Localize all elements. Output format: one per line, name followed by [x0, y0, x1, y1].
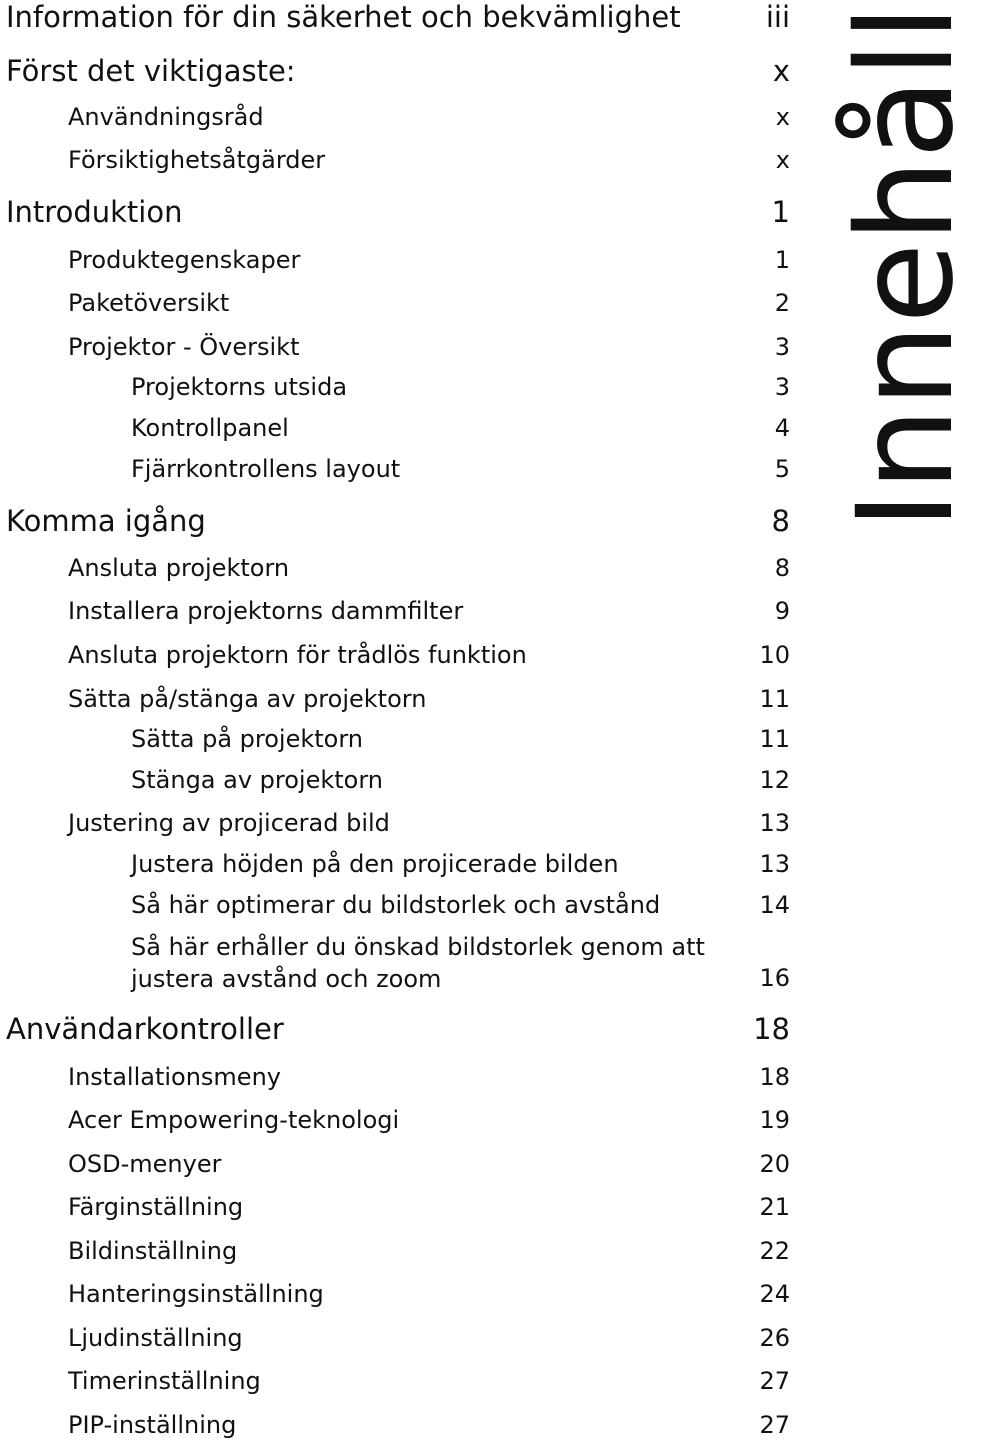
toc-entry-page: 2 [774, 289, 790, 317]
toc-entry-title: Färginställning [68, 1193, 244, 1221]
toc-entry-title: Timerinställning [68, 1367, 261, 1395]
toc-entry-title: Ansluta projektorn för trådlös funktion [68, 641, 527, 669]
toc-entry-title: Så här erhåller du önskad bildstorlek genom att justera avstånd och zoom [131, 933, 705, 993]
toc-entry-page: 19 [759, 1106, 790, 1134]
toc-entry-page: 9 [774, 597, 790, 625]
toc-entry-title: PIP-inställning [68, 1411, 237, 1439]
toc-entry-title: Justera höjden på den projicerade bilden [131, 850, 619, 878]
toc-entry-title: Ljudinställning [68, 1324, 243, 1352]
toc-entry-title: Komma igång [6, 504, 206, 538]
toc-entry-title: Ansluta projektorn [68, 554, 290, 582]
toc-entry-page: 10 [759, 641, 790, 669]
toc-entry-title: Försiktighetsåtgärder [68, 146, 326, 174]
toc-entry-page: 13 [759, 850, 790, 878]
toc-entry-page: 8 [771, 504, 790, 538]
toc-entry-title: Introduktion [6, 195, 183, 229]
toc-entry-page: 20 [759, 1150, 790, 1178]
toc-entry-title: Information för din säkerhet och bekvämlighet [6, 0, 681, 34]
toc-entry-title: Stänga av projektorn [131, 766, 384, 794]
toc-entry-page: 18 [753, 1012, 790, 1046]
toc-entry-page: 27 [759, 1367, 790, 1395]
toc-entry-title: Så här optimerar du bildstorlek och avstånd [131, 891, 661, 919]
toc-entry-page: 26 [759, 1324, 790, 1352]
toc-entry-page: 13 [759, 809, 790, 837]
toc-entry-page: 8 [774, 554, 790, 582]
toc-entry-page: 11 [759, 685, 790, 713]
toc-entry-title: Fjärrkontrollens layout [131, 455, 401, 483]
toc-entry-page: 14 [759, 891, 790, 919]
toc-entry-title: Sätta på projektorn [131, 725, 364, 753]
toc-entry-title: Först det viktigaste: [6, 54, 296, 88]
toc-entry-page: 12 [759, 766, 790, 794]
toc-entry-title: Användarkontroller [6, 1012, 284, 1046]
toc-entry-page: 11 [759, 725, 790, 753]
toc-entry-page: 18 [759, 1063, 790, 1091]
toc-entry-page: 4 [774, 414, 790, 442]
toc-entry-page: 24 [759, 1280, 790, 1308]
toc-entry-title: Justering av projicerad bild [68, 809, 390, 837]
toc-entry-title: Hanteringsinställning [68, 1280, 324, 1308]
toc-entry-page: 1 [774, 246, 790, 274]
toc-entry-title: Projektor - Översikt [68, 333, 300, 361]
toc-entry-page: 16 [759, 964, 790, 992]
toc-entry-page: 1 [771, 195, 790, 229]
toc-entry-page: 3 [774, 373, 790, 401]
toc-entry-page: x [775, 103, 790, 131]
toc-entry-title: Produktegenskaper [68, 246, 301, 274]
toc-entry-title: Installationsmeny [68, 1063, 281, 1091]
toc-entry-page: 27 [759, 1411, 790, 1439]
toc-entry-title: Projektorns utsida [131, 373, 348, 401]
side-title: Innehåll [829, 4, 983, 530]
toc-entry-title: OSD-menyer [68, 1150, 222, 1178]
toc-entry-page: x [772, 54, 790, 88]
toc-entry-page: 21 [759, 1193, 790, 1221]
toc-entry-title: Sätta på/stänga av projektorn [68, 685, 427, 713]
toc-entry-title: Installera projektorns dammfilter [68, 597, 464, 625]
toc-entry-title: Paketöversikt [68, 289, 230, 317]
toc-entry-page: 22 [759, 1237, 790, 1265]
toc-entry-title: Acer Empowering-teknologi [68, 1106, 400, 1134]
toc-entry-page: x [775, 146, 790, 174]
toc-entry-page: iii [765, 0, 790, 34]
toc-entry-title: Bildinställning [68, 1237, 238, 1265]
toc-entry-page: 3 [774, 333, 790, 361]
toc-entry-title: Kontrollpanel [131, 414, 289, 442]
toc-entry-page: 5 [774, 455, 790, 483]
toc-entry-title: Användningsråd [68, 103, 264, 131]
